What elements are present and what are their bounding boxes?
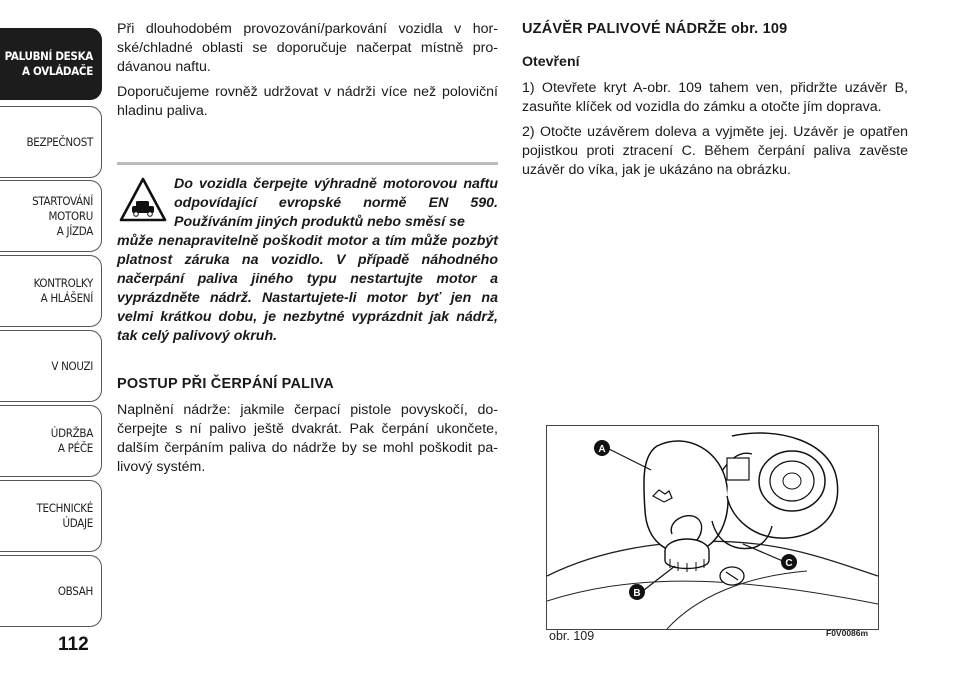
tab-v-nouzi[interactable] <box>0 330 102 402</box>
warning-text <box>117 175 498 346</box>
warning-divider <box>117 162 498 165</box>
fueling-heading: POSTUP PŘI ČERPÁNÍ PALIVA <box>117 376 334 392</box>
tab-label: PALUBNÍ DESKA A OVLÁDAČE <box>4 49 93 78</box>
step-1: 1) Otevřete kryt A-obr. 109 tahem ven, přidržte uzávěr B, zasuňte klíček od vozidla do zámku a otočte jím doprava. <box>522 80 908 115</box>
fuel-cap-illustration <box>546 425 879 630</box>
fueling-procedure <box>117 401 498 477</box>
paragraph-mountain: Při dlouhodobém provozování/parkování vozidla v horské/chladné oblasti se doporučuje načerpat místně prodávanou naftu. <box>117 21 498 75</box>
tab-startovani[interactable] <box>0 180 102 252</box>
sidebar-tabs <box>0 0 104 640</box>
tab-technicke-udaje[interactable] <box>0 480 102 552</box>
tab-obsah[interactable] <box>0 555 102 627</box>
opening-subheading: Otevření <box>522 54 580 70</box>
step-2: 2) Otočte uzávěrem doleva a vyjměte jej. Uzávěr je opatřen pojistkou proti ztracení C. Během čerpání paliva zavěste uzávěr do víka, jak je ukázáno na obrázku. <box>522 124 908 178</box>
left-column <box>117 20 498 127</box>
warning-lead: Do vozidla čerpejte výhradně motorovou naftu odpovídající evropské normě EN 590. Používáním jiných produktů nebo směsí se <box>174 176 498 230</box>
tab-udrzba[interactable] <box>0 405 102 477</box>
figure-code: F0V0086m <box>826 628 869 638</box>
fueling-text: Naplnění nádrže: jakmile čerpací pistole povyskočí, dočerpejte s ní palivo ještě dvakrát. Pak čerpání ukončete, dalším čerpáním paliva do nádrže by se mohl poškodit palivový systém. <box>117 402 498 475</box>
right-column <box>522 20 908 186</box>
fuel-cap-drawing <box>547 426 878 629</box>
figure-caption: obr. 109 <box>549 629 595 643</box>
tab-label: OBSAH <box>57 583 93 598</box>
fuel-cap-heading: UZÁVĚR PALIVOVÉ NÁDRŽE obr. 109 <box>522 21 788 37</box>
tab-palubni-deska[interactable] <box>0 28 102 100</box>
tab-kontrolky[interactable] <box>0 255 102 327</box>
tab-label: BEZPEČNOST <box>26 134 93 149</box>
paragraph-half-tank: Doporučujeme rovněž udržovat v nádrži více než poloviční hladinu paliva. <box>117 84 498 119</box>
callout-b: B <box>633 588 641 599</box>
page-number: 112 <box>58 634 89 655</box>
callout-c: C <box>785 558 793 569</box>
tab-bezpecnost[interactable] <box>0 106 102 178</box>
tab-label: STARTOVÁNÍ MOTORU A JÍZDA <box>32 193 93 238</box>
callout-a: A <box>598 444 606 455</box>
warning-rest: může nenapravitelně poškodit motor a tím může pozbýt platnost záruka na vozidlo. V případě náhodného načerpání paliva jiného typu nestartujte motor a vyprázdněte nádrž. Nastartujete-li motor byť jen na velmi krátkou dobu, je nezbytné vyprázdnit jak nádrž, tak celý palivový okruh. <box>117 233 498 344</box>
tab-label: V NOUZI <box>51 358 93 373</box>
fueling-heading-wrap <box>117 375 334 400</box>
tab-label: KONTROLKY A HLÁŠENÍ <box>33 276 93 305</box>
tab-label: TECHNICKÉ ÚDAJE <box>36 501 93 530</box>
tab-label: ÚDRŽBA A PÉČE <box>50 426 93 455</box>
